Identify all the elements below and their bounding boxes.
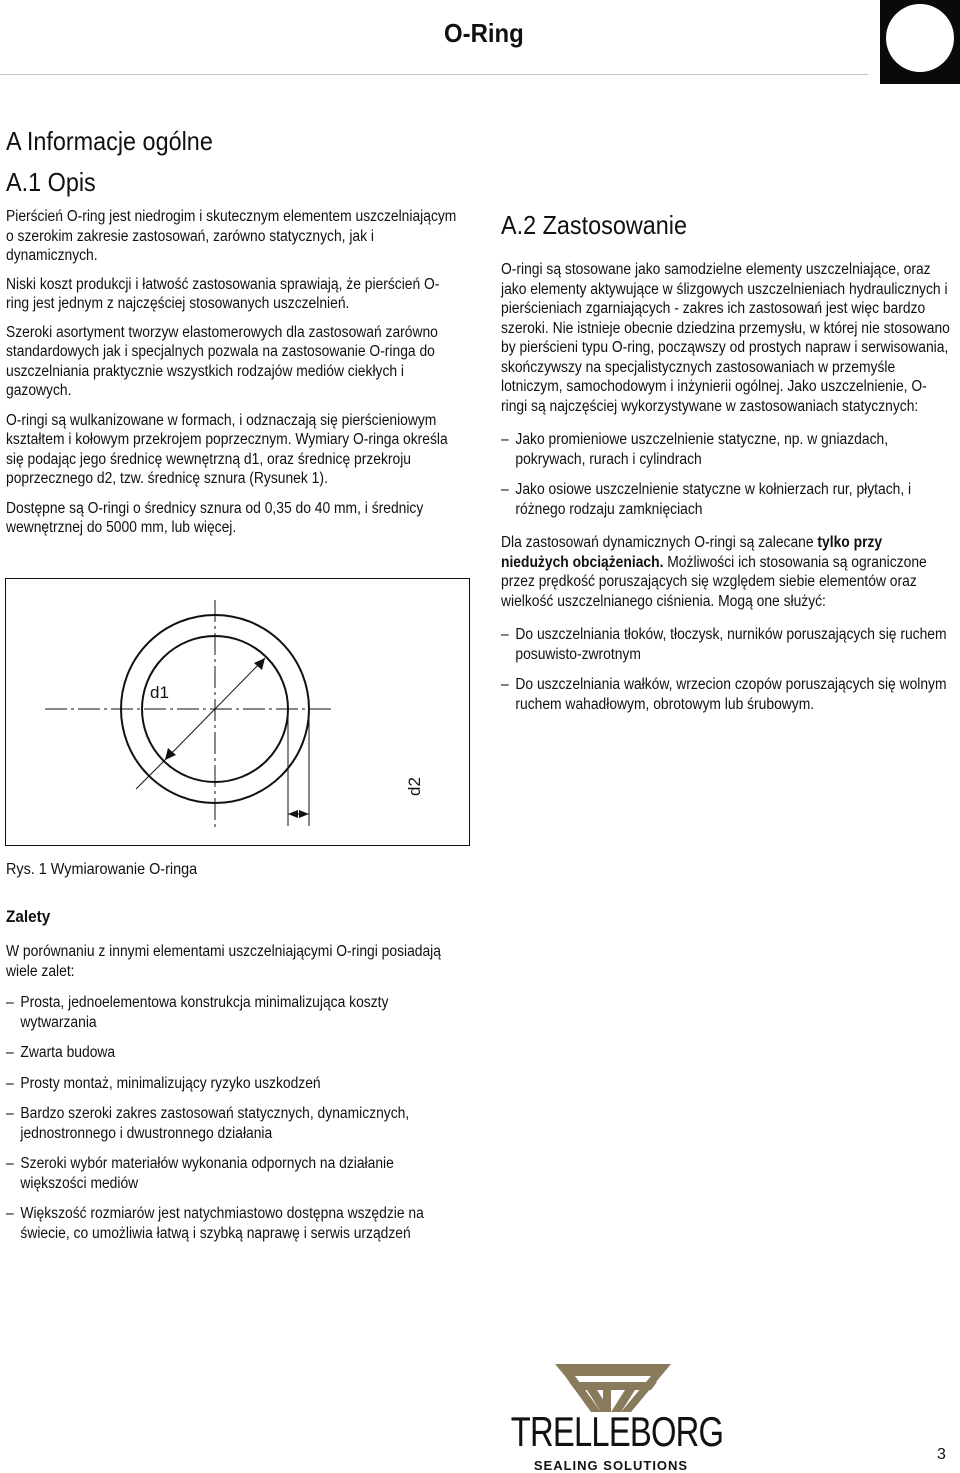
- bullet-dash: –: [501, 481, 509, 498]
- page-number: 3: [937, 1446, 946, 1463]
- section-a-heading: A Informacje ogólne: [6, 126, 213, 156]
- list-item: – Bardzo szeroki zakres zastosowań statycznych, dynamicznych, jednostronnego i dwustronnego działania: [6, 1105, 410, 1142]
- paragraph: Dostępne są O-ringi o średnicy sznura od 0,35 do 40 mm, i średnicy wewnętrznej do 5000 mm, lub więcej.: [6, 499, 424, 536]
- zalety-intro: W porównaniu z innymi elementami uszczelniającymi O-ringi posiadają wiele zalet:: [6, 943, 441, 980]
- bullet-dash: –: [6, 1044, 14, 1061]
- bullet-dash: –: [6, 1155, 14, 1172]
- zalety-heading: Zalety: [6, 907, 51, 926]
- figure-caption: Rys. 1 Wymiarowanie O-ringa: [6, 861, 198, 878]
- bullet-dash: –: [6, 1205, 14, 1222]
- list-item: – Do uszczelniania tłoków, tłoczysk, nurników poruszających się ruchem posuwisto-zwrotnym: [501, 626, 947, 663]
- paragraph: Szeroki asortyment tworzyw elastomerowych dla zastosowań zarówno standardowych jak i specjalnych pozwala na zastosowanie O-ringa do uszczelniania praktycznie wszystkich rodzajów mediów ciekłych i gazowych.: [6, 323, 438, 399]
- section-a1-heading: A.1 Opis: [6, 167, 96, 197]
- d2-label: d2: [405, 777, 424, 796]
- list-item: – Prosty montaż, minimalizujący ryzyko uszkodzeń: [6, 1074, 321, 1092]
- bullet-dash: –: [501, 626, 509, 643]
- logo-tagline-text: SEALING SOLUTIONS: [533, 1458, 689, 1473]
- list-item: – Do uszczelniania wałków, wrzecion czopów poruszających się wolnym ruchem wahadłowym, obrotowym lub śrubowym.: [501, 676, 947, 713]
- bullet-dash: –: [6, 1074, 14, 1092]
- d2-arrow-end: [299, 810, 309, 818]
- list-item: – Jako osiowe uszczelnienie statyczne w kołnierzach rur, płytach, i różnego rodzaju zamknięciach: [501, 481, 912, 518]
- bullet-dash: –: [501, 431, 509, 448]
- header-circle-icon: [886, 4, 954, 72]
- paragraph: Niski koszt produkcji i łatwość zastosowania sprawiają, że pierścień O-ring jest jednym z najczęściej stosowanych uszczelnień.: [6, 275, 440, 312]
- header-divider: [0, 74, 868, 75]
- trelleborg-logo: [505, 1362, 730, 1473]
- logo-brand-text: TRELLEBORG: [510, 1408, 724, 1455]
- bullet-dash: –: [501, 676, 509, 693]
- dynamic-intro: Dla zastosowań dynamicznych O-ringi są zalecane tylko przy niedużych obciążeniach. Możliwości ich stosowania są ograniczone przez prędkość poruszających się względem siebie elementów oraz wielkość uszczelnianego ciśnienia. Mogą one służyć:: [501, 534, 927, 610]
- list-item: – Zwarta budowa: [6, 1044, 116, 1061]
- bullet-dash: –: [6, 1105, 14, 1122]
- d1-label: d1: [150, 683, 169, 702]
- section-a2-heading: A.2 Zastosowanie: [501, 210, 688, 240]
- list-item: – Większość rozmiarów jest natychmiastowo dostępna wszędzie na świecie, co umożliwia łatwą i szybką naprawę i serwis urządzeń: [6, 1205, 424, 1242]
- section-a1-body: [6, 207, 461, 547]
- section-a2-intro: O-ringi są stosowane jako samodzielne elementy uszczelniające, oraz jako elementy aktywujące w ślizgowych uszczelnieniach hydraulicznych i pierścieniach zgarniających - zakres ich zastosowań jest więc bardzo szeroki. Nie istnieje obecnie dziedzina przemysłu, w której nie stosowano by pierścieni typu O-ring, począwszy od prostych napraw i serwisowania, skończywszy na specjalistycznych zastosowaniach w przemyśle lotniczym, samochodowym i inżynierii ogólnej. Jako uszczelnienie, O-ringi są najczęściej wykorzystywane w zastosowaniach statycznych:: [501, 261, 950, 415]
- zalety-body: [6, 942, 461, 1254]
- list-item: – Szeroki wybór materiałów wykonania odpornych na działanie większości mediów: [6, 1155, 394, 1192]
- list-item: – Jako promieniowe uszczelnienie statyczne, np. w gniazdach, pokrywach, rurach i cylindrach: [501, 431, 889, 468]
- trelleborg-emblem-icon: [555, 1364, 671, 1412]
- bullet-dash: –: [6, 994, 14, 1011]
- paragraph: O-ringi są wulkanizowane w formach, i odznaczają się pierścieniowym kształtem i kołowym przekrojem poprzecznym. Wymiary O-ringa określa się podając jego średnicę wewnętrzną d1, oraz średnicę przekroju poprzecznego d2, tzw. średnicę sznura (Rysunek 1).: [6, 411, 448, 487]
- list-item: – Prosta, jednoelementowa konstrukcja minimalizująca koszty wytwarzania: [6, 994, 389, 1031]
- d2-arrow-start: [288, 810, 298, 818]
- paragraph: Pierścień O-ring jest niedrogim i skutecznym elementem uszczelniającym o szerokim zakresie zastosowań, zarówno statycznych, jak i dynamicznych.: [6, 208, 457, 264]
- page-header-title: O-Ring: [444, 18, 524, 48]
- o-ring-figure: [5, 578, 470, 846]
- section-a2-body: [501, 260, 951, 725]
